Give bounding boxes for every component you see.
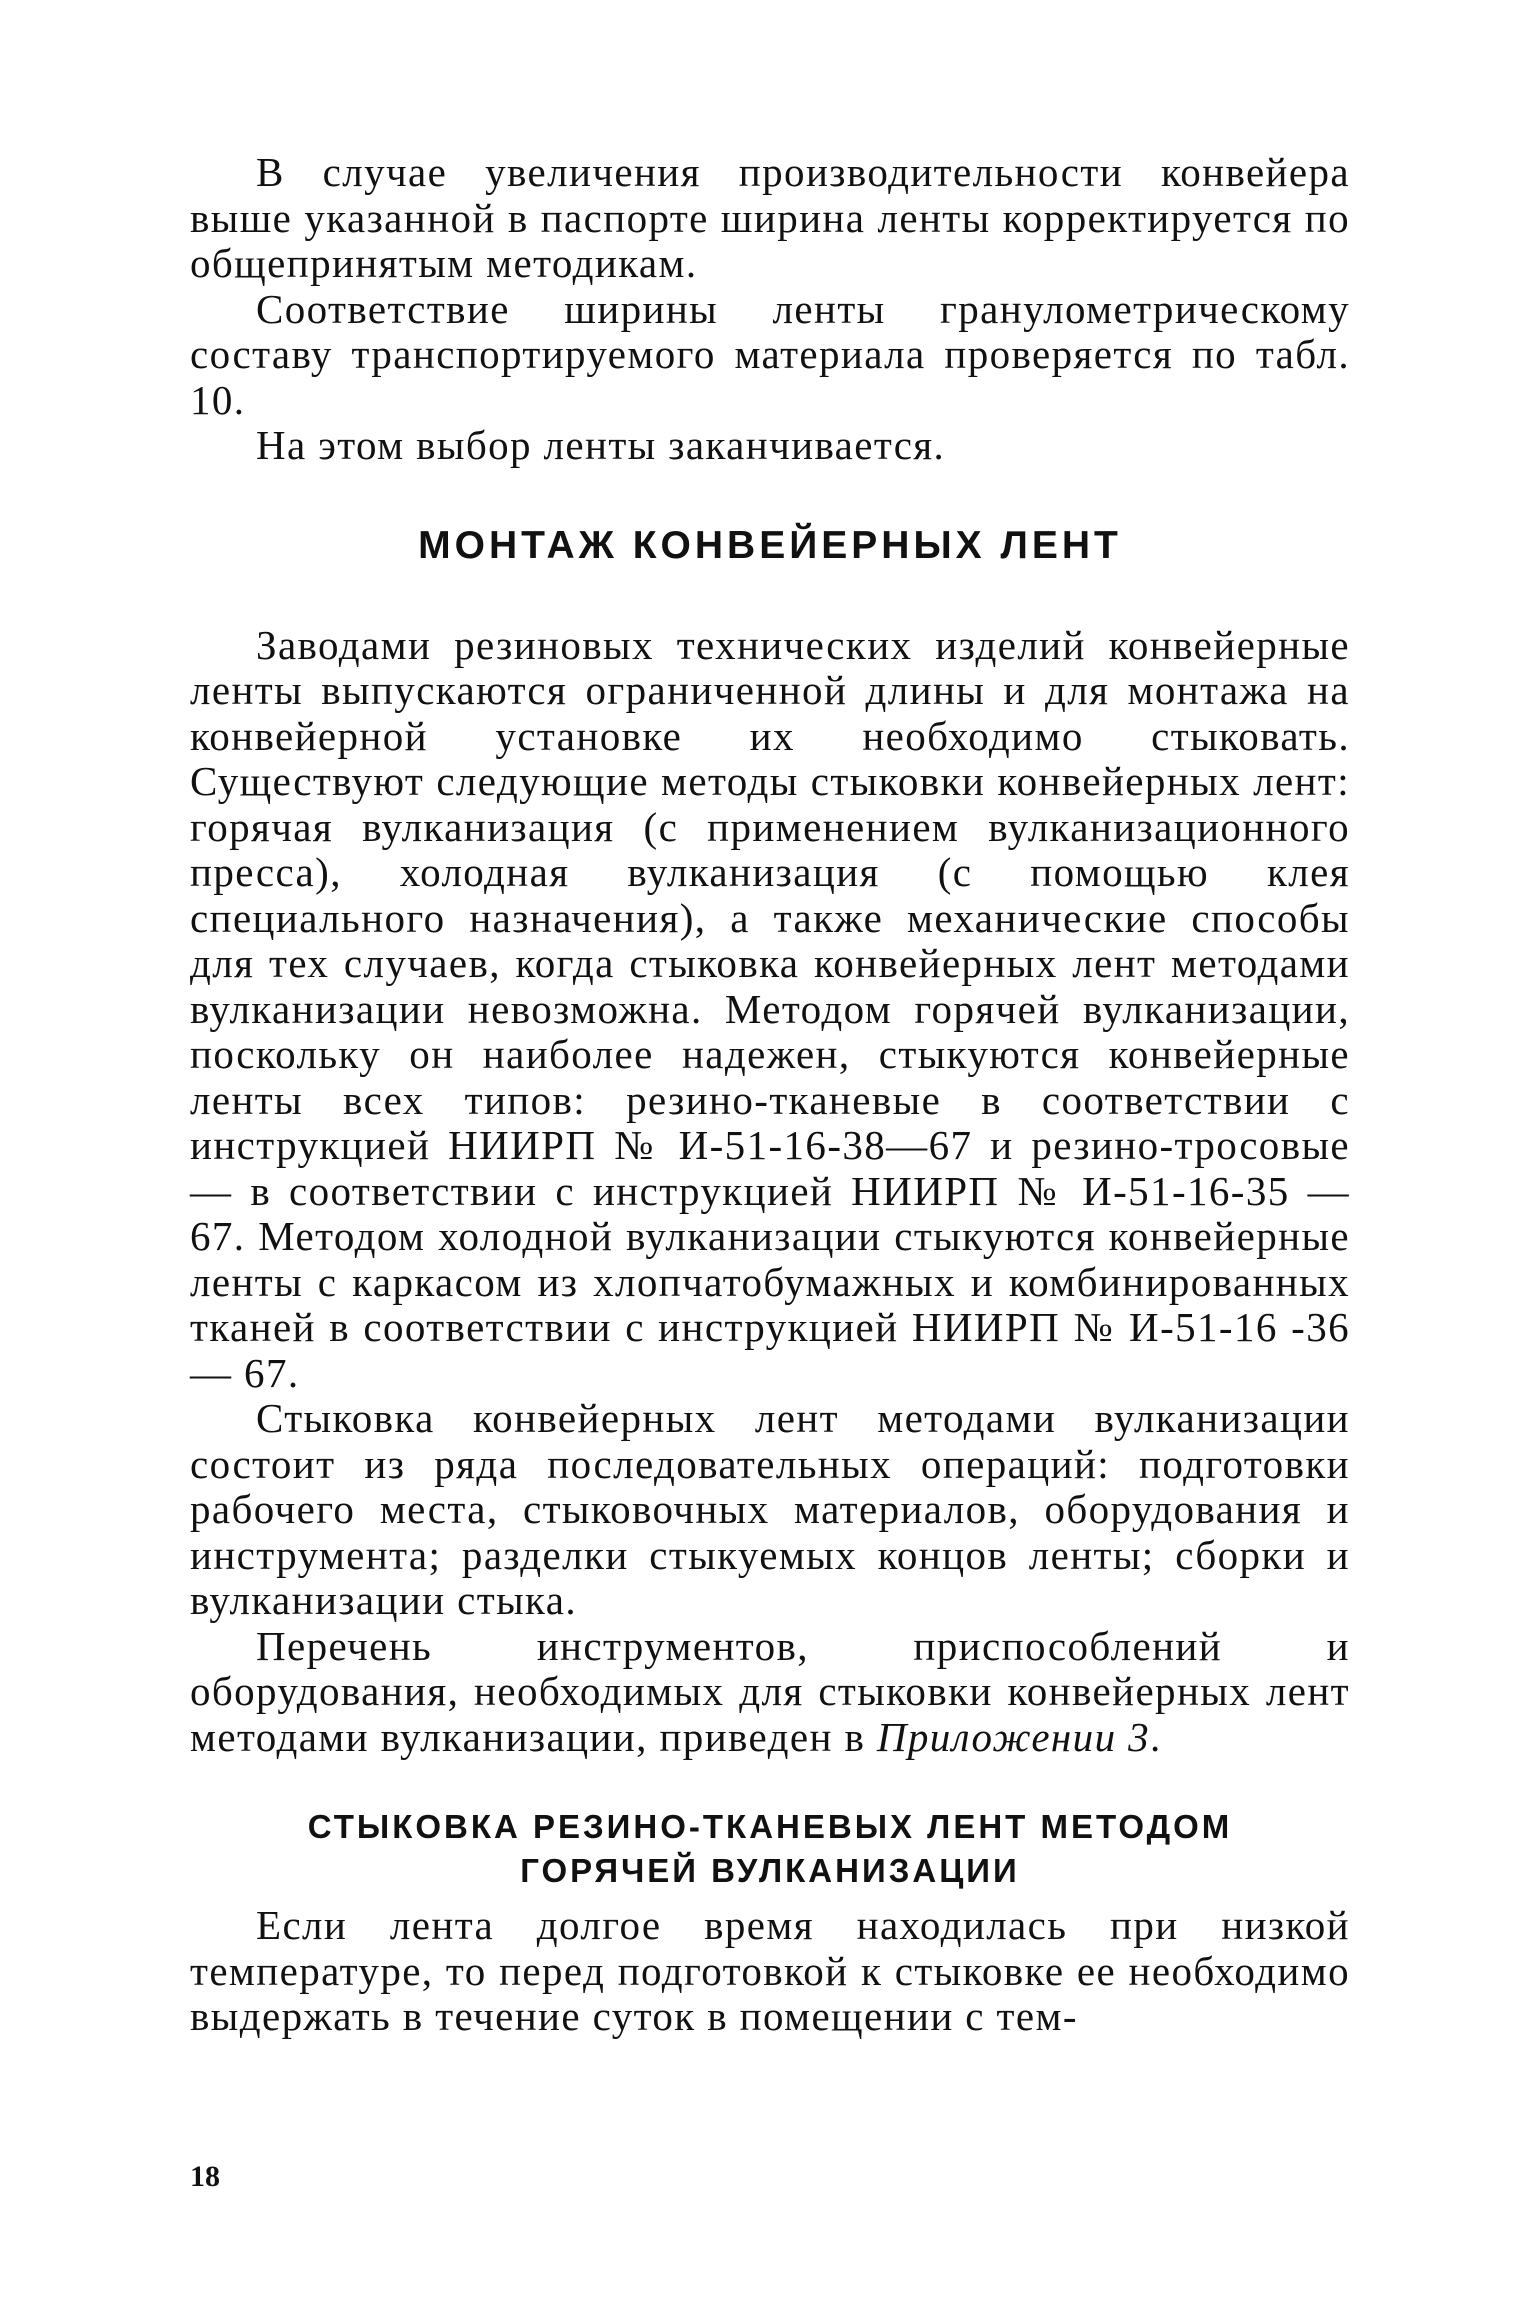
section-heading-hot-vulcanization — [190, 1805, 1350, 1893]
page-number: 18 — [190, 2160, 220, 2193]
paragraph-selection-complete: На этом выбор ленты заканчивается. — [256, 422, 946, 468]
appendix-reference: Приложении 3 — [876, 1713, 1151, 1760]
tools-list-text: Перечень инструментов, приспособлений и оборудования, необходимых для стыковки конвейерных лент методами вулканизации, приведен в — [190, 1622, 1350, 1760]
paragraph-splicing-methods: Заводами резиновых технических изделий конвейерные ленты выпускаются ограниченной длины и для монтажа на конвейерной установке их необходимо стыковать. Существуют следующие методы стыковки конвейерных лент: горячая вулканизация (с применением вулканизационного пресса), холодная вулканизация (с помощью клея специального назначения), а также механические способы для тех случаев, когда стыковка конвейерных лент методами вулканизации невозможна. Методом горячей вулканизации, поскольку он наиболее надежен, стыкуются конвейерные ленты всех типов: резино-тканевые в соответствии с инструкцией НИИРП № И-51-16-38—67 и резино-тросовые — в соответствии с инструкцией НИИРП № И-51-16-35 — 67. Методом холодной вулканизации стыкуются конвейерные ленты с каркасом из хлопчатобумажных и комбинированных тканей в соответствии с инструкцией НИИРП № И-51-16 -36 — 67. — [190, 621, 1350, 1396]
paragraph-granulometric-check: Соответствие ширины ленты гранулометрическому составу транспортируемого материала проверяется по табл. 10. — [190, 285, 1350, 423]
paragraph-vulcanization-operations: Стыковка конвейерных лент методами вулканизации состоит из ряда последовательных операций: подготовки рабочего места, стыковочных материалов, оборудования и инструмента; разделки стыкуемых концов ленты; сборки и вулканизации стыка. — [190, 1395, 1350, 1623]
paragraph-belt-width-correction: В случае увеличения производительности конвейера выше указанной в паспорте ширина ленты корректируется по общепринятым методикам. — [190, 149, 1350, 286]
tools-list-end: . — [1150, 1713, 1162, 1760]
paragraph-low-temperature: Если лента долгое время находилась при низкой температуре, то перед подготовкой к стыковке ее необходимо выдержать в течение суток в помещении с тем- — [190, 1902, 1350, 2039]
section-heading-belt-installation: МОНТАЖ КОНВЕЙЕРНЫХ ЛЕНТ — [418, 523, 1122, 567]
paragraph-tools-list — [190, 1624, 1350, 1761]
page-body — [190, 150, 1350, 2040]
heading-line-1: СТЫКОВКА РЕЗИНО-ТКАНЕВЫХ ЛЕНТ МЕТОДОМ — [307, 1808, 1233, 1845]
heading-line-2: ГОРЯЧЕЙ ВУЛКАНИЗАЦИИ — [520, 1852, 1020, 1889]
